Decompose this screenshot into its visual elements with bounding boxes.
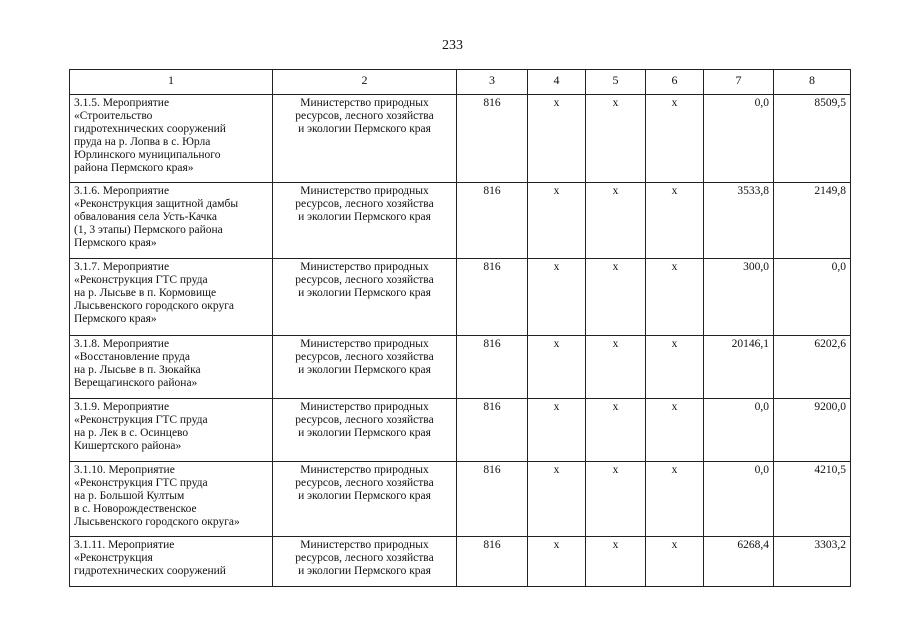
- col4-cell: x: [528, 95, 586, 183]
- code-cell: 816: [457, 95, 528, 183]
- value7-cell: 0,0: [704, 462, 774, 537]
- event-cell: 3.1.9. Мероприятие «Реконструкция ГТС пруда на р. Лек в с. Осинцево Кишертского района»: [70, 399, 273, 462]
- ministry-cell: Министерство природных ресурсов, лесного хозяйства и экологии Пермского края: [273, 95, 457, 183]
- table-row: [70, 336, 851, 399]
- ministry-cell: Министерство природных ресурсов, лесного хозяйства и экологии Пермского края: [273, 183, 457, 259]
- value8-cell: 8509,5: [774, 95, 851, 183]
- code-cell: 816: [457, 183, 528, 259]
- header-cell-2: 2: [273, 70, 457, 95]
- ministry-cell: Министерство природных ресурсов, лесного хозяйства и экологии Пермского края: [273, 462, 457, 537]
- code-cell: 816: [457, 259, 528, 336]
- col5-cell: x: [586, 462, 646, 537]
- col4-cell: x: [528, 399, 586, 462]
- header-cell-3: 3: [457, 70, 528, 95]
- table-row: [70, 399, 851, 462]
- value8-cell: 2149,8: [774, 183, 851, 259]
- event-cell: 3.1.8. Мероприятие «Восстановление пруда на р. Лысьве в п. Зюкайка Верещагинского района»: [70, 336, 273, 399]
- header-cell-1: 1: [70, 70, 273, 95]
- col6-cell: x: [646, 336, 704, 399]
- value7-cell: 0,0: [704, 95, 774, 183]
- value7-cell: 20146,1: [704, 336, 774, 399]
- col5-cell: x: [586, 183, 646, 259]
- value7-cell: 0,0: [704, 399, 774, 462]
- header-cell-6: 6: [646, 70, 704, 95]
- value8-cell: 6202,6: [774, 336, 851, 399]
- value7-cell: 300,0: [704, 259, 774, 336]
- col6-cell: x: [646, 259, 704, 336]
- value8-cell: 3303,2: [774, 537, 851, 587]
- col6-cell: x: [646, 183, 704, 259]
- code-cell: 816: [457, 537, 528, 587]
- col4-cell: x: [528, 336, 586, 399]
- col6-cell: x: [646, 399, 704, 462]
- ministry-cell: Министерство природных ресурсов, лесного хозяйства и экологии Пермского края: [273, 259, 457, 336]
- event-cell: 3.1.7. Мероприятие «Реконструкция ГТС пруда на р. Лысьве в п. Кормовище Лысьвенского городского округа Пермского края»: [70, 259, 273, 336]
- col6-cell: x: [646, 95, 704, 183]
- col4-cell: x: [528, 183, 586, 259]
- ministry-cell: Министерство природных ресурсов, лесного хозяйства и экологии Пермского края: [273, 399, 457, 462]
- col6-cell: x: [646, 537, 704, 587]
- header-cell-7: 7: [704, 70, 774, 95]
- event-cell: 3.1.5. Мероприятие «Строительство гидротехнических сооружений пруда на р. Лопва в с. Юрла Юрлинского муниципального района Пермского края»: [70, 95, 273, 183]
- ministry-cell: Министерство природных ресурсов, лесного хозяйства и экологии Пермского края: [273, 537, 457, 587]
- event-cell: 3.1.10. Мероприятие «Реконструкция ГТС пруда на р. Большой Култым в с. Новорождественское Лысьвенского городского округа»: [70, 462, 273, 537]
- event-cell: 3.1.6. Мероприятие «Реконструкция защитной дамбы обвалования села Усть-Качка (1, 3 этапы) Пермского района Пермского края»: [70, 183, 273, 259]
- budget-table: [69, 69, 851, 587]
- table-row: [70, 259, 851, 336]
- col5-cell: x: [586, 537, 646, 587]
- col5-cell: x: [586, 259, 646, 336]
- col5-cell: x: [586, 95, 646, 183]
- col6-cell: x: [646, 462, 704, 537]
- ministry-cell: Министерство природных ресурсов, лесного хозяйства и экологии Пермского края: [273, 336, 457, 399]
- value7-cell: 6268,4: [704, 537, 774, 587]
- header-cell-5: 5: [586, 70, 646, 95]
- value8-cell: 4210,5: [774, 462, 851, 537]
- code-cell: 816: [457, 399, 528, 462]
- table-row: [70, 462, 851, 537]
- table-row: [70, 95, 851, 183]
- header-cell-8: 8: [774, 70, 851, 95]
- table-row: [70, 537, 851, 587]
- value7-cell: 3533,8: [704, 183, 774, 259]
- code-cell: 816: [457, 462, 528, 537]
- header-row: [70, 70, 851, 95]
- col5-cell: x: [586, 399, 646, 462]
- col4-cell: x: [528, 462, 586, 537]
- value8-cell: 9200,0: [774, 399, 851, 462]
- header-cell-4: 4: [528, 70, 586, 95]
- table-row: [70, 183, 851, 259]
- event-cell: 3.1.11. Мероприятие «Реконструкция гидротехнических сооружений: [70, 537, 273, 587]
- col4-cell: x: [528, 259, 586, 336]
- page-number: 233: [442, 38, 463, 53]
- code-cell: 816: [457, 336, 528, 399]
- col4-cell: x: [528, 537, 586, 587]
- col5-cell: x: [586, 336, 646, 399]
- value8-cell: 0,0: [774, 259, 851, 336]
